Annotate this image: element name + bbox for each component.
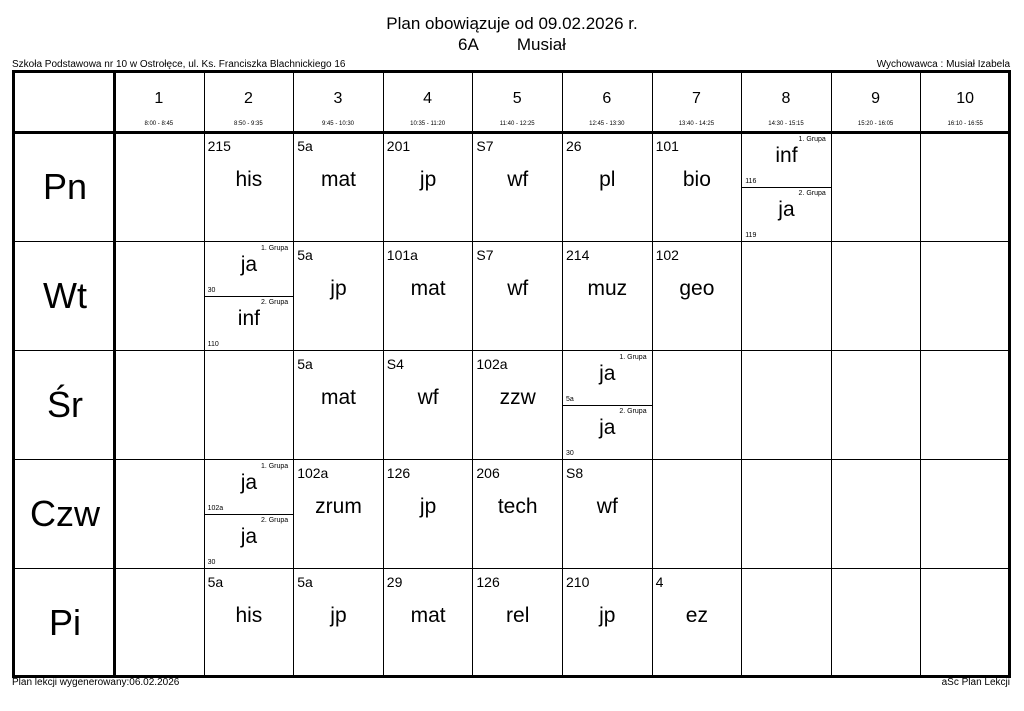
- lesson-subject: zzw: [499, 386, 536, 409]
- lesson-room: 215: [207, 138, 231, 154]
- lesson-subject: ja: [599, 416, 616, 439]
- lesson-cell: [294, 461, 383, 568]
- lesson-room: 101a: [386, 247, 418, 263]
- lesson-cell: [473, 461, 562, 568]
- period-number: 4: [423, 90, 433, 107]
- lesson-room: 5a: [207, 574, 224, 590]
- group-label: 2. Grupa: [619, 408, 647, 415]
- group-label: 2. Grupa: [260, 299, 289, 306]
- lesson-subject: mat: [320, 386, 356, 409]
- period-header: [383, 70, 473, 132]
- plan-title: Plan obowiązuje od 09.02.2026 r.: [386, 14, 638, 33]
- period-time: 16:10 - 16:55: [947, 121, 983, 127]
- period-time: 13:40 - 14:25: [678, 121, 715, 127]
- period-header: [920, 70, 1010, 132]
- lesson-subject: mat: [410, 277, 446, 300]
- grid-row-line: [12, 459, 1011, 460]
- lesson-subject: his: [235, 604, 263, 627]
- class-teacher: Musiał: [516, 35, 566, 54]
- lesson-cell: [473, 352, 562, 459]
- lesson-room: 4: [655, 574, 664, 590]
- lesson-subject: zrum: [315, 495, 362, 518]
- lesson-cell: [205, 461, 294, 568]
- lesson-room: 30: [207, 559, 216, 566]
- period-time: 8:50 - 9:35: [234, 121, 263, 127]
- lesson-room: 5a: [297, 138, 313, 154]
- lesson-room: 5a: [297, 356, 313, 372]
- lesson-cell: [205, 570, 294, 677]
- group-label: 1. Grupa: [619, 354, 647, 361]
- lesson-subject: ja: [240, 253, 258, 276]
- lesson-room: 201: [386, 138, 411, 154]
- period-number: 9: [871, 90, 881, 107]
- lesson-room: 126: [386, 465, 411, 481]
- lesson-room: 30: [566, 450, 574, 457]
- period-time: 11:40 - 12:25: [499, 121, 535, 127]
- period-header: [741, 70, 831, 132]
- lesson-subject: wf: [507, 168, 529, 191]
- lesson-subject: ja: [599, 362, 616, 385]
- period-number: 5: [512, 90, 522, 107]
- lesson-subject: wf: [596, 495, 618, 518]
- school-name: Szkoła Podstawowa nr 10 w Ostrołęce, ul. Ks. Franciszka Blachnickiego 16: [12, 59, 346, 70]
- lesson-cell: [563, 570, 652, 677]
- lesson-room: S8: [566, 465, 584, 481]
- period-time: 14:30 - 15:15: [768, 121, 804, 127]
- grid-column-line: [113, 70, 116, 678]
- day-label: Pn: [42, 166, 88, 207]
- period-header: [831, 70, 921, 132]
- lesson-cell: [384, 134, 473, 241]
- lesson-room: S7: [476, 138, 494, 154]
- lesson-cell: [294, 570, 383, 677]
- lesson-subject: geo: [679, 277, 715, 300]
- period-header: [472, 70, 562, 132]
- group-label: 2. Grupa: [260, 517, 289, 524]
- lesson-subject: his: [235, 168, 263, 191]
- lesson-room: 206: [476, 465, 500, 481]
- lesson-cell: [294, 134, 383, 241]
- day-label: Czw: [30, 493, 100, 534]
- lesson-room: 110: [207, 341, 219, 348]
- lesson-cell: [384, 243, 473, 350]
- period-number: 10: [956, 90, 975, 107]
- period-time: 10:35 - 11:20: [410, 121, 446, 127]
- lesson-subject: ja: [240, 525, 258, 548]
- grid-column-line: [831, 70, 832, 678]
- lesson-subject: wf: [417, 386, 439, 409]
- group-lesson: [742, 188, 831, 241]
- class-heading: [0, 35, 1024, 55]
- lesson-room: 102a: [297, 465, 329, 481]
- lesson-cell: [384, 570, 473, 677]
- group-lesson: [563, 352, 652, 406]
- lesson-subject: wf: [507, 277, 529, 300]
- class-name: 6A: [458, 35, 479, 54]
- group-lesson: [205, 243, 294, 297]
- lesson-cell: [653, 570, 742, 677]
- lesson-cell: [473, 134, 562, 241]
- lesson-room: 5a: [566, 396, 574, 403]
- lesson-room: 102a: [207, 505, 224, 512]
- period-header: [562, 70, 652, 132]
- lesson-subject: inf: [775, 144, 798, 167]
- lesson-room: 26: [566, 138, 582, 154]
- lesson-subject: pl: [599, 168, 616, 191]
- class-tutor: Wychowawca : Musiał Izabela: [876, 59, 1010, 70]
- day-label: Śr: [47, 384, 83, 425]
- lesson-cell: [205, 134, 294, 241]
- lesson-cell: [563, 134, 652, 241]
- period-number: 6: [602, 90, 612, 107]
- lesson-room: 29: [386, 574, 403, 590]
- group-label: 1. Grupa: [260, 245, 289, 252]
- lesson-room: S7: [476, 247, 494, 263]
- grid-row-line: [12, 241, 1011, 242]
- software-name: aSc Plan Lekcji: [941, 677, 1010, 688]
- grid-row-line: [12, 568, 1011, 569]
- period-number: 7: [691, 90, 701, 107]
- period-time: 12:45 - 13:30: [589, 121, 625, 127]
- period-number: 3: [333, 90, 343, 107]
- lesson-subject: ez: [685, 604, 708, 627]
- period-number: 1: [154, 90, 164, 107]
- lesson-subject: ja: [240, 471, 258, 494]
- lesson-subject: mat: [410, 604, 446, 627]
- lesson-cell: [563, 352, 652, 459]
- lesson-room: 126: [476, 574, 500, 590]
- lesson-subject: mat: [320, 168, 356, 191]
- grid-row-line: [12, 350, 1011, 351]
- lesson-subject: muz: [587, 277, 628, 300]
- group-lesson: [205, 461, 294, 515]
- group-label: 1. Grupa: [260, 463, 289, 470]
- lesson-cell: [563, 461, 652, 568]
- period-time: 8:00 - 8:45: [144, 121, 174, 127]
- lesson-subject: bio: [682, 168, 711, 191]
- lesson-cell: [473, 570, 562, 677]
- lesson-subject: jp: [330, 604, 347, 627]
- lesson-subject: jp: [599, 604, 616, 627]
- lesson-room: 102: [655, 247, 679, 263]
- period-header: [114, 70, 204, 132]
- period-number: 8: [781, 90, 791, 107]
- period-header: [293, 70, 383, 132]
- lesson-cell: [205, 243, 294, 350]
- lesson-cell: [294, 243, 383, 350]
- lesson-room: 5a: [297, 247, 313, 263]
- lesson-room: S4: [386, 356, 404, 372]
- lesson-room: 101: [655, 138, 679, 154]
- timetable-grid: [12, 70, 1011, 678]
- period-header: [204, 70, 294, 132]
- generated-date: Plan lekcji wygenerowany:06.02.2026: [12, 677, 180, 688]
- lesson-room: 30: [207, 287, 216, 294]
- lesson-cell: [384, 352, 473, 459]
- lesson-cell: [742, 134, 831, 241]
- lesson-subject: tech: [497, 495, 538, 518]
- lesson-cell: [563, 243, 652, 350]
- period-header: [652, 70, 742, 132]
- lesson-room: 5a: [297, 574, 313, 590]
- lesson-subject: jp: [330, 277, 347, 300]
- grid-column-line: [920, 70, 921, 678]
- lesson-room: 119: [745, 232, 757, 239]
- lesson-cell: [473, 243, 562, 350]
- group-label: 2. Grupa: [798, 190, 826, 197]
- lesson-cell: [384, 461, 473, 568]
- day-label: Wt: [43, 275, 87, 316]
- lesson-subject: jp: [419, 495, 437, 518]
- lesson-room: 116: [745, 178, 757, 185]
- lesson-cell: [294, 352, 383, 459]
- group-lesson: [742, 134, 831, 188]
- lesson-subject: inf: [237, 307, 260, 330]
- day-label: Pi: [48, 602, 81, 643]
- group-label: 1. Grupa: [798, 136, 826, 143]
- group-lesson: [205, 515, 294, 568]
- period-time: 9:45 - 10:30: [321, 121, 354, 127]
- period-number: 2: [243, 90, 253, 107]
- period-time: 15:20 - 16:05: [857, 121, 894, 127]
- lesson-cell: [653, 243, 742, 350]
- lesson-subject: rel: [506, 604, 530, 627]
- lesson-cell: [653, 134, 742, 241]
- lesson-subject: jp: [419, 168, 437, 191]
- lesson-room: 102a: [476, 356, 508, 372]
- group-lesson: [205, 297, 294, 350]
- lesson-room: 214: [566, 247, 590, 263]
- group-lesson: [563, 406, 652, 459]
- lesson-subject: ja: [778, 198, 795, 221]
- lesson-room: 210: [566, 574, 590, 590]
